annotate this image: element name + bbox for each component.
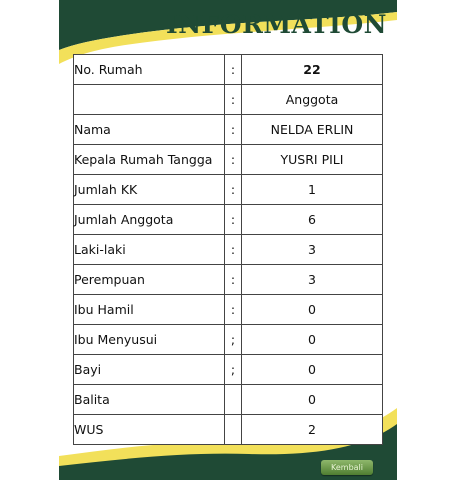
table-row <box>74 385 383 415</box>
row-separator: : <box>225 145 242 175</box>
row-label: No. Rumah <box>74 55 225 85</box>
row-separator: : <box>225 295 242 325</box>
row-separator: : <box>225 175 242 205</box>
table-row <box>74 175 383 205</box>
back-button[interactable]: Kembali <box>321 460 373 475</box>
table-row <box>74 115 383 145</box>
row-separator <box>225 385 242 415</box>
row-separator: ; <box>225 325 242 355</box>
row-value: 2 <box>242 415 383 445</box>
information-card <box>59 0 397 480</box>
row-label: Jumlah Anggota <box>74 205 225 235</box>
row-separator: : <box>225 115 242 145</box>
table-row <box>74 145 383 175</box>
table-row <box>74 415 383 445</box>
row-value: 0 <box>242 385 383 415</box>
table-row <box>74 235 383 265</box>
row-value: YUSRI PILI <box>242 145 383 175</box>
table-row <box>74 265 383 295</box>
row-separator: : <box>225 55 242 85</box>
row-label: Ibu Hamil <box>74 295 225 325</box>
table-row <box>74 295 383 325</box>
table-row <box>74 85 383 115</box>
row-label: Balita <box>74 385 225 415</box>
row-label: Jumlah KK <box>74 175 225 205</box>
table-row <box>74 325 383 355</box>
page-title: INFORMATION <box>166 10 387 39</box>
row-label <box>74 85 225 115</box>
row-value: 22 <box>242 55 383 85</box>
row-value: 6 <box>242 205 383 235</box>
info-table <box>73 54 383 445</box>
row-label: WUS <box>74 415 225 445</box>
row-label: Ibu Menyusui <box>74 325 225 355</box>
row-separator: : <box>225 205 242 235</box>
row-label: Kepala Rumah Tangga <box>74 145 225 175</box>
row-label: Perempuan <box>74 265 225 295</box>
row-value: Anggota <box>242 85 383 115</box>
row-value: 0 <box>242 295 383 325</box>
row-separator: ; <box>225 355 242 385</box>
row-separator: : <box>225 265 242 295</box>
table-row <box>74 205 383 235</box>
row-value: 1 <box>242 175 383 205</box>
row-value: NELDA ERLIN <box>242 115 383 145</box>
row-label: Nama <box>74 115 225 145</box>
table-row <box>74 55 383 85</box>
row-separator: : <box>225 85 242 115</box>
row-value: 0 <box>242 325 383 355</box>
row-label: Laki-laki <box>74 235 225 265</box>
row-label: Bayi <box>74 355 225 385</box>
table-row <box>74 355 383 385</box>
row-separator: : <box>225 235 242 265</box>
row-separator <box>225 415 242 445</box>
row-value: 3 <box>242 265 383 295</box>
row-value: 3 <box>242 235 383 265</box>
row-value: 0 <box>242 355 383 385</box>
